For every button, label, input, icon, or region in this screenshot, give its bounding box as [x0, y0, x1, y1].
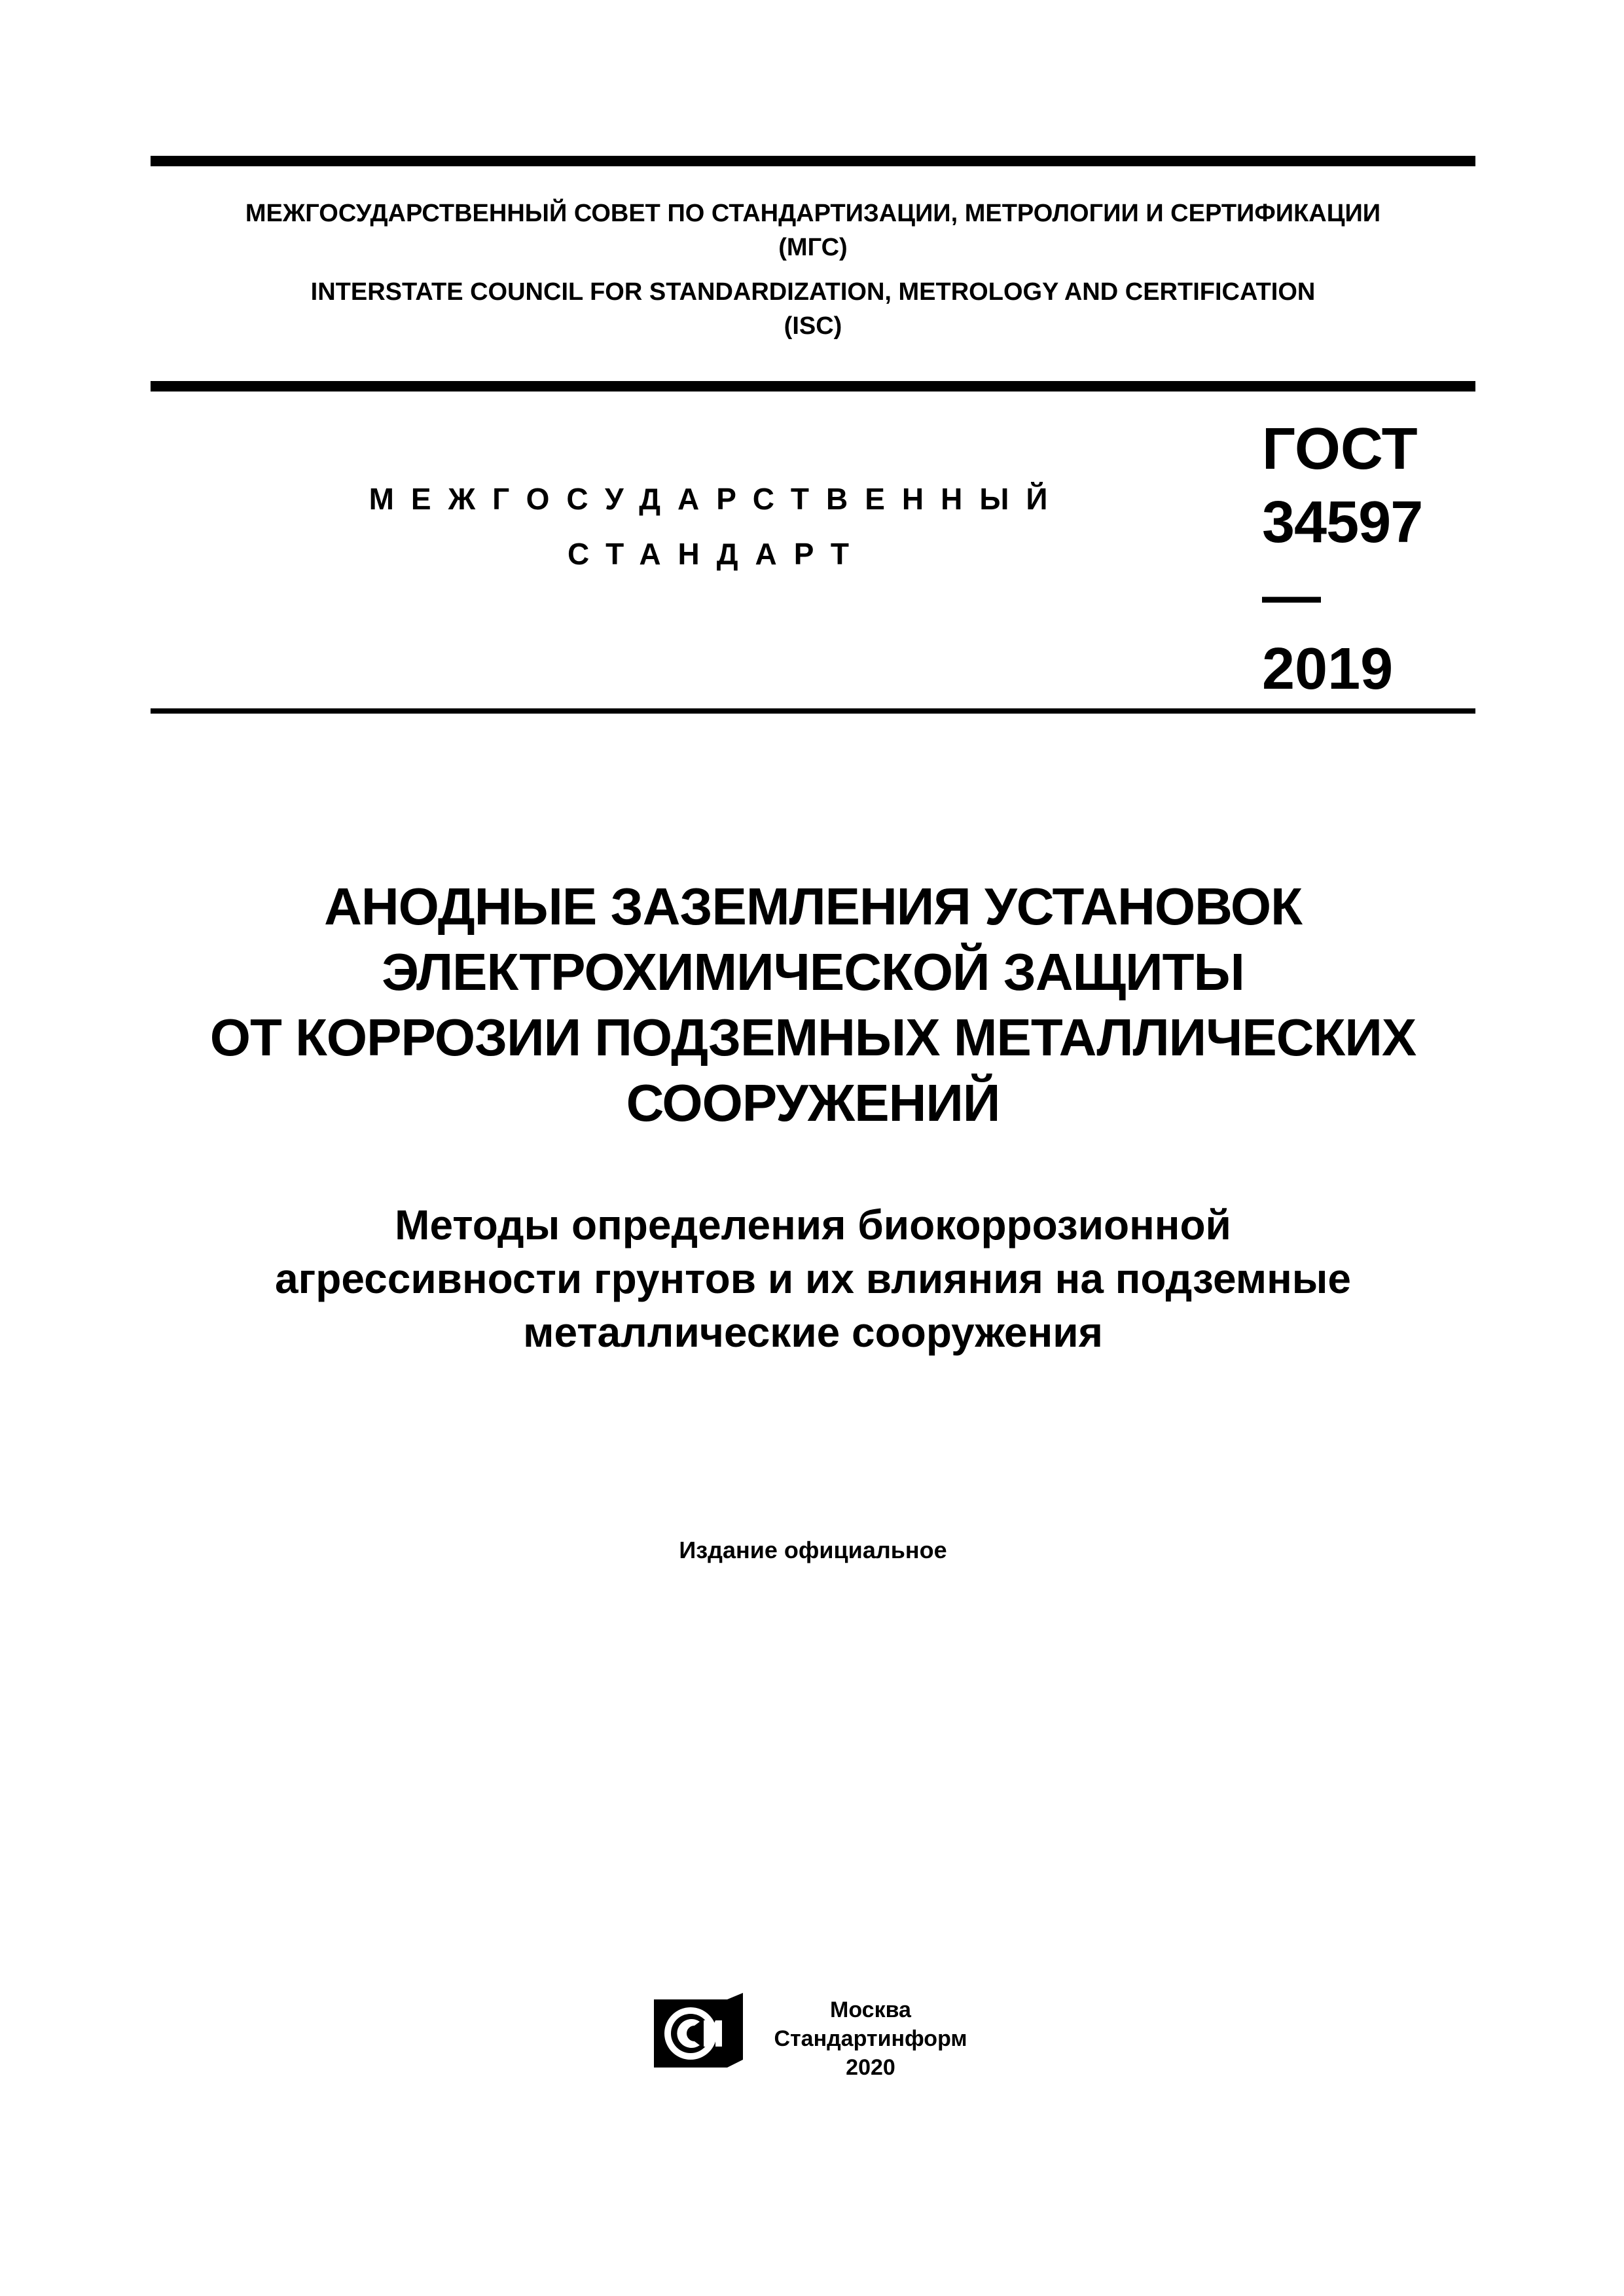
publisher-year: 2020: [846, 2055, 895, 2080]
gost-year: 2019: [1262, 636, 1394, 702]
standard-kind: МЕЖГОСУДАРСТВЕННЫЙ СТАНДАРТ: [369, 482, 1065, 571]
publisher-info: [759, 1995, 982, 2082]
document-subtitle: Методы определения биокоррозионной агрессивности грунтов и их влияния на подземные металлические сооружения: [275, 1201, 1351, 1356]
gost-label: ГОСТ: [1262, 416, 1418, 482]
designation-rule: [151, 708, 1475, 714]
publisher-city: Москва: [830, 1997, 911, 2022]
council-name-en: INTERSTATE COUNCIL FOR STANDARDIZATION, METROLOGY AND CERTIFICATION (ISC): [310, 278, 1316, 340]
edition-note: Издание официальное: [679, 1537, 947, 1563]
gost-designation: [1262, 412, 1478, 706]
publisher-name: Стандартинформ: [774, 2026, 967, 2051]
document-title: АНОДНЫЕ ЗАЗЕМЛЕНИЯ УСТАНОВОК ЭЛЕКТРОХИМИЧЕСКОЙ ЗАЩИТЫ ОТ КОРРОЗИИ ПОДЗЕМНЫХ МЕТАЛЛИЧЕСКИХ СООРУЖЕНИЙ: [209, 877, 1416, 1132]
gost-number: 34597—: [1262, 490, 1423, 629]
header-rule: [151, 381, 1475, 392]
standartinform-logo-icon: [653, 1992, 744, 2069]
top-rule: [151, 156, 1475, 166]
council-name-ru: МЕЖГОСУДАРСТВЕННЫЙ СОВЕТ ПО СТАНДАРТИЗАЦИИ, МЕТРОЛОГИИ И СЕРТИФИКАЦИИ (МГС): [245, 200, 1381, 261]
